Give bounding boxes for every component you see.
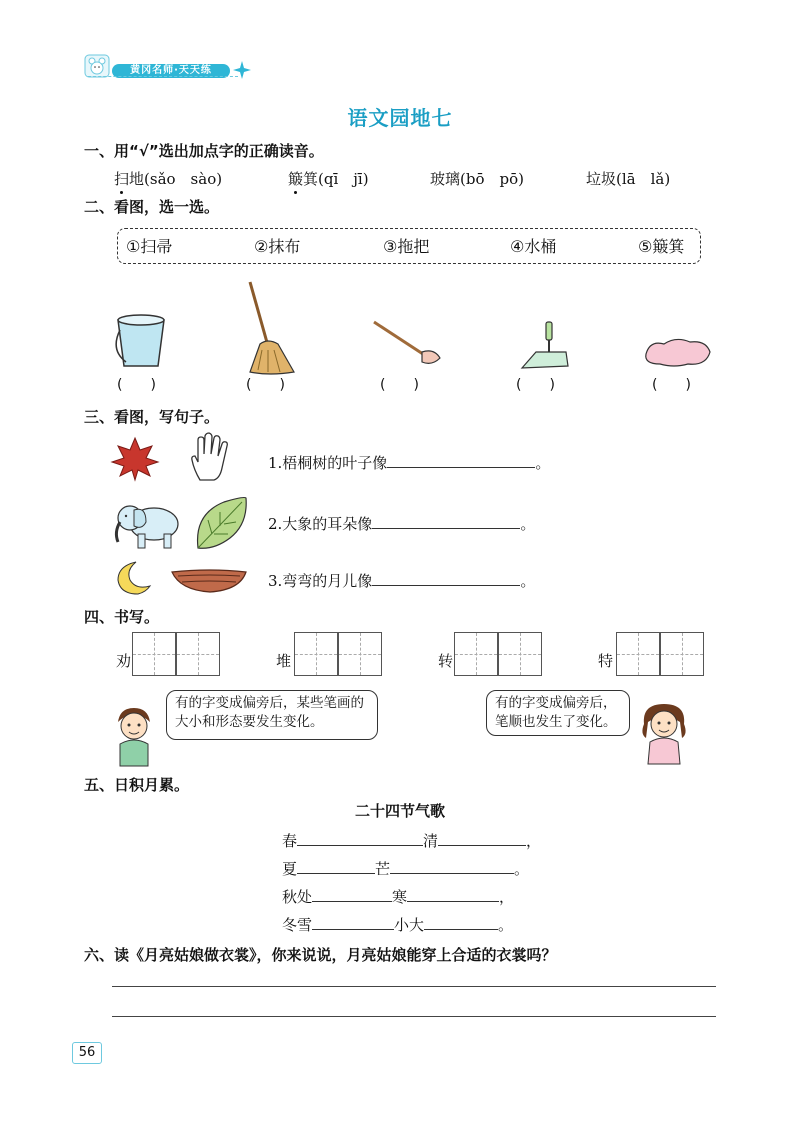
q4-title: 四、书写。 [84,608,160,626]
answer-blank-3[interactable]: ( ) [380,377,419,393]
copy-char-2: 堆 [276,652,292,670]
dustpan-picture [512,318,574,374]
poem-line-3: 秋处 寒 ， [282,888,515,906]
q3-title: 三、看图，写句子。 [84,408,220,426]
writing-grid-cell[interactable] [132,632,176,676]
boy-character-picture [108,704,160,768]
writing-grid-cell[interactable] [176,632,220,676]
sentence-1: 1.梧桐树的叶子像 。 [268,454,551,472]
header-divider [88,76,238,77]
bucket-picture [110,310,172,372]
writing-grid-cell[interactable] [616,632,660,676]
option-1: ①扫帚 [126,237,173,256]
writing-grid-cell[interactable] [454,632,498,676]
poem-title: 二十四节气歌 [354,802,445,820]
writing-grid-cell[interactable] [294,632,338,676]
header-brand: 黄冈名师·天天练 [112,64,230,78]
option-4: ④水桶 [510,237,557,256]
option-3: ③拖把 [383,237,430,256]
poem-line-2: 夏 芒 。 [282,860,530,878]
copy-char-3: 转 [438,652,454,670]
broom-picture [238,280,300,376]
option-2: ②抹布 [254,237,301,256]
q1-item-3: 玻璃(bō pō) [430,170,524,188]
poem-line-4: 冬雪 小大 。 [282,916,514,934]
answer-blank-4[interactable]: ( ) [516,377,555,393]
q2-title: 二、看图，选一选。 [84,198,220,216]
page-number: 56 [72,1042,102,1064]
hand-picture [188,432,232,484]
sentence-3: 3.弯弯的月儿像 。 [268,572,536,590]
q6-title: 六、读《月亮姑娘做衣裳》，你来说说，月亮姑娘能穿上合适的衣裳吗？ [84,946,557,964]
writing-grid-cell[interactable] [338,632,382,676]
boat-picture [170,566,248,596]
bear-logo-icon [84,54,110,78]
answer-blank-5[interactable]: ( ) [652,377,691,393]
q1-item-1: 扫地(sǎo sào) [114,170,223,188]
answer-line[interactable] [112,1016,716,1017]
elephant-picture [112,496,182,552]
speech-bubble-left: 有的字变成偏旁后，某些笔画的大小和形态要发生变化。 [166,690,378,740]
answer-blank-2[interactable]: ( ) [246,377,285,393]
q1-item-2: 簸箕(qī jī) [288,170,369,188]
maple-leaf-picture [110,436,160,482]
cloth-picture [640,334,714,370]
q5-title: 五、日积月累。 [84,776,190,794]
mop-picture [372,318,444,368]
girl-character-picture [636,700,692,766]
leaf-picture [194,494,250,552]
answer-line[interactable] [112,986,716,987]
page-title: 语文园地七 [347,106,453,130]
sentence-2: 2.大象的耳朵像 。 [268,515,536,533]
crescent-moon-picture [112,560,152,596]
speech-bubble-right: 有的字变成偏旁后，笔顺也发生了变化。 [486,690,630,736]
writing-grid-cell[interactable] [660,632,704,676]
option-5: ⑤簸箕 [638,237,685,256]
q1-item-4: 垃圾(lā lǎ) [586,170,671,188]
q1-title: 一、用“√”选出加点字的正确读音。 [84,142,324,160]
answer-blank-1[interactable]: ( ) [117,377,156,393]
writing-grid-cell[interactable] [498,632,542,676]
sparkle-icon [232,60,252,80]
poem-line-1: 春 清 ， [282,832,542,850]
copy-char-1: 劝 [116,652,132,670]
copy-char-4: 特 [598,652,614,670]
